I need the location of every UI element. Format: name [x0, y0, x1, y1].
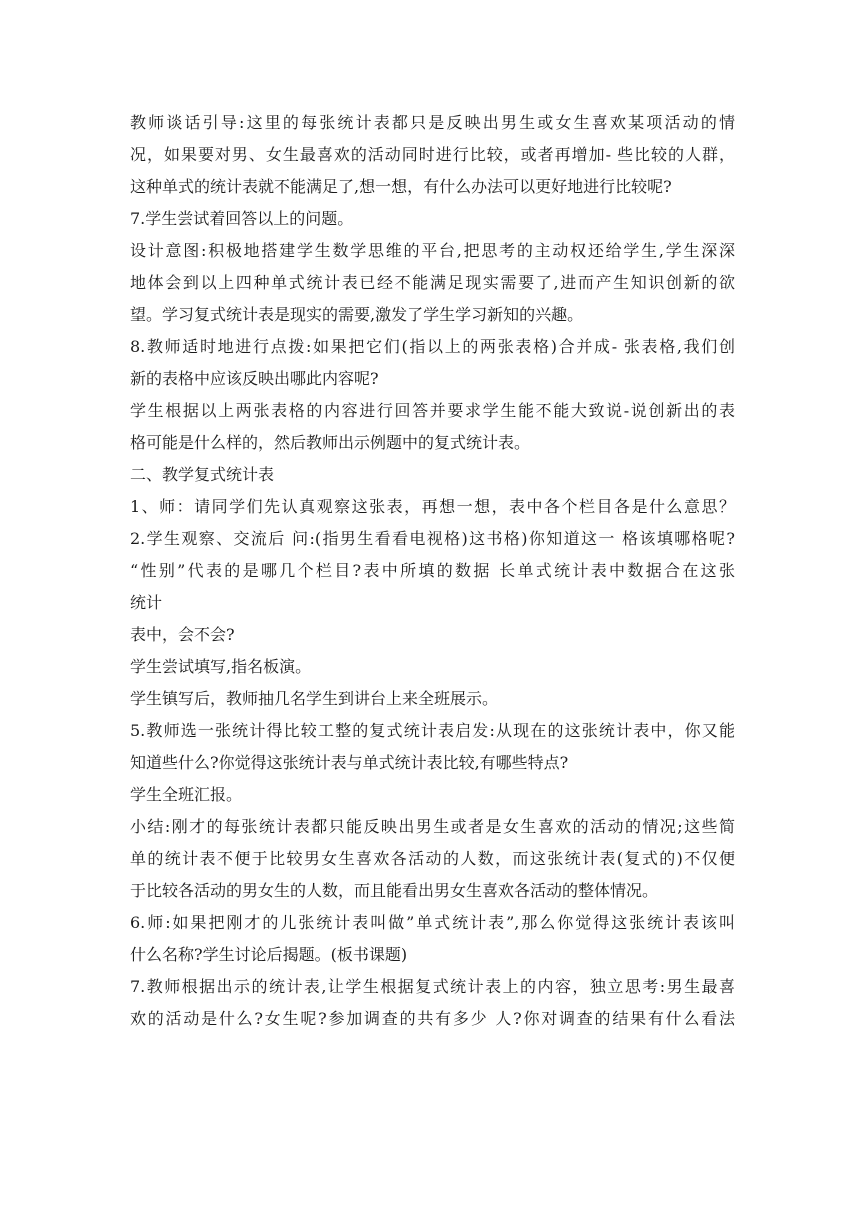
text-line-24: 单的统计表不便于比较男女生喜欢各活动的人数，而这张统计表(复式的)不仅便 [130, 849, 735, 868]
text-line-9: 新的表格中应该反映出哪此内容呢? [130, 369, 379, 388]
text-line-21: 知道些什么?你觉得这张统计表与单式统计表比较,有哪些特点? [130, 753, 569, 772]
text-line-26: 6.师:如果把刚才的儿张统计表叫做”单式统计表”,那么你觉得这张统计表该叫 [130, 913, 735, 932]
text-line-16: 统计 [130, 593, 163, 612]
document-body [130, 107, 735, 1035]
text-line-6: 地体会到以上四种单式统计表已经不能满足现实需要了,进而产生知识创新的欲 [130, 273, 735, 292]
text-line-3: 这种单式的统计表就不能满足了,想一想，有什么办法可以更好地进行比较呢? [130, 177, 672, 196]
text-line-1: 教师谈话引导:这里的每张统计表都只是反映出男生或女生喜欢某项活动的情 [130, 113, 735, 132]
text-line-28: 7.教师根据出示的统计表,让学生根据复式统计表上的内容，独立思考:男生最喜 [130, 977, 735, 996]
text-line-2: 况，如果要对男、女生最喜欢的活动同时进行比较，或者再增加- 些比较的人群， [130, 145, 735, 164]
text-line-7: 望。学习复式统计表是现实的需要,激发了学生学习新知的兴趣。 [130, 305, 584, 324]
section-heading: 二、教学复式统计表 [130, 465, 275, 484]
text-line-8: 8.教师适时地进行点拨:如果把它们(指以上的两张表格)合并成- 张表格,我们创 [130, 337, 735, 356]
text-line-4: 7.学生尝试着回答以上的问题。 [130, 209, 354, 228]
text-line-14: 2.学生观察、交流后 问:(指男生看看电视格)这书格)你知道这一 格该填哪格呢? [130, 529, 735, 548]
text-line-22: 学生全班汇报。 [130, 785, 243, 804]
text-line-25: 于比较各活动的男女生的人数，而且能看出男女生喜欢各活动的整体情况。 [130, 881, 659, 900]
text-line-5: 设计意图:积极地搭建学生数学思维的平台,把思考的主动权还给学生,学生深深 [130, 241, 735, 260]
text-line-15: “性别”代表的是哪几个栏目?表中所填的数据 长单式统计表中数据合在这张 [130, 561, 735, 580]
text-line-19: 学生镇写后，教师抽几名学生到讲台上来全班展示。 [130, 689, 499, 708]
text-line-17: 表中，会不会? [130, 625, 235, 644]
text-line-13: 1、师：请同学们先认真观察这张表，再想一想，表中各个栏目各是什么意思？ [130, 497, 735, 516]
text-line-20: 5.教师选一张统计得比较工整的复式统计表启发:从现在的这张统计表中，你又能 [130, 721, 735, 740]
text-line-10: 学生根据以上两张表格的内容进行回答并要求学生能不能大致说-说创新出的表 [130, 401, 735, 420]
text-line-23: 小结:刚才的每张统计表都只能反映出男生或者是女生喜欢的活动的情况;这些简 [130, 817, 735, 836]
text-line-11: 格可能是什么样的，然后教师出示例题中的复式统计表。 [130, 433, 531, 452]
text-line-29: 欢的活动是什么?女生呢?参加调查的共有多少 人?你对调查的结果有什么看法 [130, 1009, 735, 1028]
text-line-18: 学生尝试填写,指名板演。 [130, 657, 312, 676]
text-line-27: 什么名称?学生讨论后揭题。(板书课题) [130, 945, 408, 964]
